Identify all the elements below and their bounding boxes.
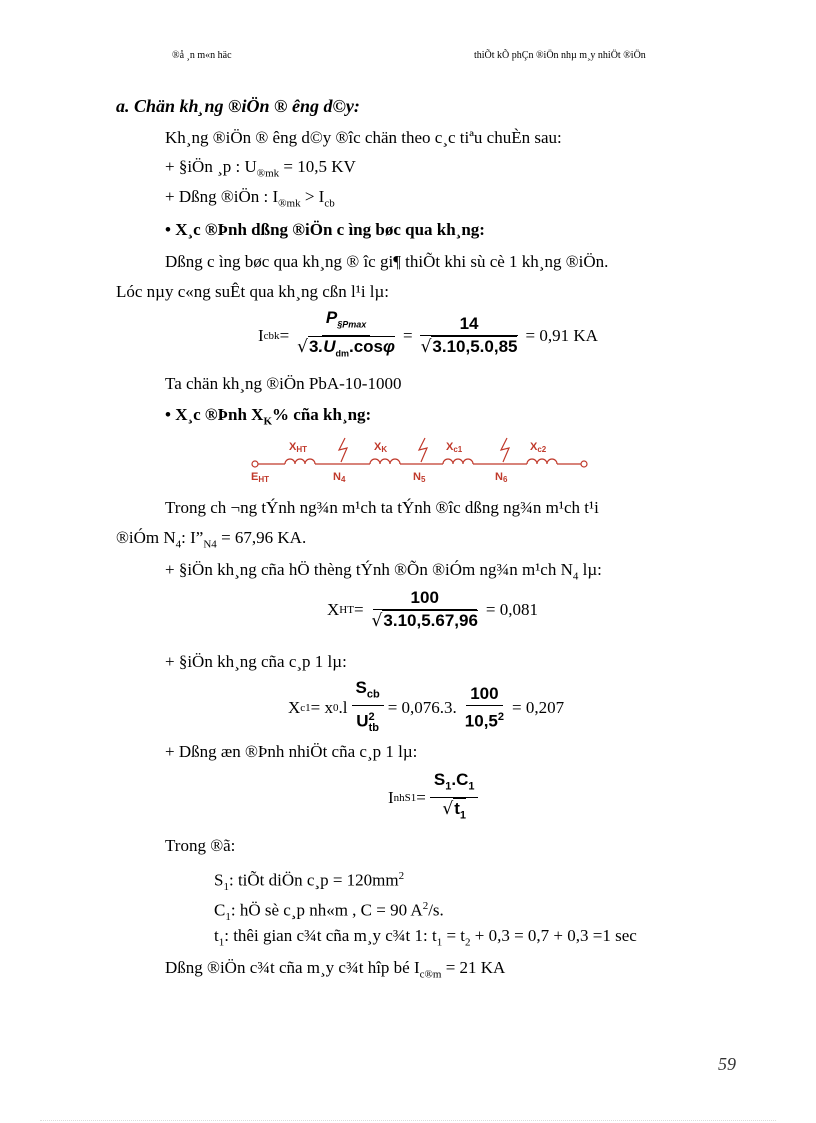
equation-xht: X HT = $\frac{100}{√3.10,5.67,96}$ = 0,081 — [327, 588, 539, 631]
definition-s1: $S_1$: tiÕt diÖn c¸p = $120mm^2$ — [214, 870, 405, 894]
equation-inhs1: I nhS1 = $\frac{S_1.C_1}{√t_1}$ — [388, 770, 482, 826]
intro-line: Kh¸ng ®iÖn ® êng d©y ®îc chän theo c¸c tiªu chuÈn sau: — [165, 128, 562, 147]
svg-text:Xc2: Xc2 — [530, 441, 547, 454]
heading-forced-current: • X¸c ®Þnh dßng ®iÖn c ìng bøc qua kh¸ng: — [165, 220, 485, 239]
svg-text:N6: N6 — [495, 471, 508, 484]
svg-text:N5: N5 — [413, 471, 426, 484]
breaker-current-line: Dßng ®iÖn c¾t cña m¸y c¾t hîp bé $I_{c®m} = 21$ KA — [165, 958, 506, 981]
short-circuit-para-line1: Trong ch ¬ng tÝnh ng¾n m¹ch ta tÝnh ®îc dßng ng¾n m¹ch t¹i — [165, 498, 599, 517]
forced-current-para-line1: Dßng c ìng bøc qua kh¸ng ® îc gi¶ thiÕt khi sù cè 1 kh¸ng ®iÖn. — [165, 252, 609, 271]
forced-current-para-line2: Lóc nµy c«ng suÊt qua kh¸ng cßn l¹i lµ: — [116, 282, 390, 301]
current-criterion: + Dßng ®iÖn : $I_{®mk} > I_{cb}$ — [165, 187, 335, 210]
svg-text:EHT: EHT — [251, 471, 270, 484]
header-left: ®å ¸n m«n häc — [172, 50, 232, 61]
definition-c1: $C_1$: hÖ sè c¸p nh«m , C = 90 $A^2/s$. — [214, 900, 444, 924]
header-right: thiÕt kÕ phÇn ®iÖn nhµ m¸y nhiÖt ®iÖn — [474, 50, 646, 61]
section-title: a. Chän kh¸ng ®iÖn ® êng d©y: — [116, 96, 360, 116]
choose-reactor-line: Ta chän kh¸ng ®iÖn PbA-10-1000 — [165, 374, 402, 393]
svg-text:N4: N4 — [333, 471, 346, 484]
svg-text:XHT: XHT — [289, 441, 308, 454]
heading-xk: • X¸c ®Þnh $X_K\%$ cña kh¸ng: — [165, 405, 372, 428]
definition-t1: $t_1$: thêi gian c¾t cña m¸y c¾t 1: $t_1 = t_2 + 0,3 = 0,7 + 0,3 =1$ sec — [214, 926, 637, 949]
equation-icbk: I cbk = $\frac{P_{\S Pmax}}{√3.U_{dm}.\cos\varphi}$ = $\frac{14}{√3.10,5.0,85}$ = 0,91 KA — [258, 308, 598, 359]
footer-rule — [40, 1120, 776, 1121]
in-which-label: Trong ®ã: — [165, 836, 236, 855]
page-number: 59 — [718, 1054, 736, 1074]
xc1-intro: + §iÖn kh¸ng cña c¸p 1 lµ: — [165, 652, 347, 671]
xht-intro: + §iÖn kh¸ng cña hÖ thèng tÝnh ®Õn ®iÓm ng¾n m¹ch $N_4$ lµ: — [165, 560, 602, 583]
equation-xc1: X c1 = x 0 .l $\frac{S_{cb}}{U^2_{tb}}$ = 0,076.3. $\frac{100}{10,5^2}$ = 0,207 — [288, 678, 565, 735]
short-circuit-para-line2: ®iÓm $N_4$: $I”_{N4} = 67,96$ KA. — [116, 528, 307, 551]
voltage-criterion: + §iÖn ¸p : $U_{®mk} = 10,5$ KV — [165, 157, 356, 180]
svg-text:Xc1: Xc1 — [446, 441, 463, 454]
svg-text:XK: XK — [374, 441, 388, 454]
thermal-intro: + Dßng æn ®Þnh nhiÖt cña c¸p 1 lµ: — [165, 742, 418, 761]
equivalent-circuit-diagram — [245, 432, 595, 488]
